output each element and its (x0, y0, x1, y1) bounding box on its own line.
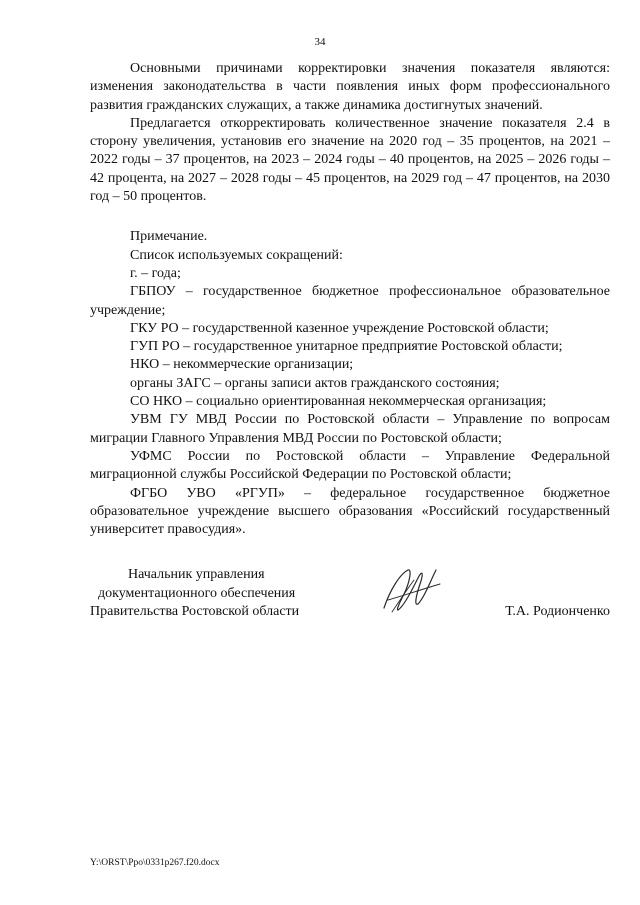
list-item: УВМ ГУ МВД России по Ростовской области – Управление по вопросам миграции Главного Управления МВД России по Ростовской области; (90, 412, 610, 446)
position-line: документационного обеспечения (98, 585, 296, 601)
list-item: органы ЗАГС – органы записи актов гражданского состояния; (130, 375, 500, 391)
handwritten-signature (378, 560, 446, 620)
list-item: ГБПОУ – государственное бюджетное профессиональное образовательное учреждение; (90, 284, 610, 318)
position-line: Правительства Ростовской области (90, 604, 300, 619)
abbreviations-title: Список используемых сокращений: (130, 247, 343, 263)
list-item: СО НКО – социально ориентированная некоммерческая организация; (130, 394, 547, 410)
page-number: 34 (314, 36, 326, 48)
abbreviations-list (90, 265, 610, 539)
list-item: ФГБО УВО «РГУП» – федеральное государственное бюджетное образовательное учреждение высшего образования «Российский государственный университет правосудия». (90, 485, 610, 538)
list-item: ГУП РО – государственное унитарное предприятие Ростовской области; (130, 339, 563, 355)
list-item: УФМС России по Ростовской области – Управление Федеральной миграционной службы Российской Федерации по Ростовской области; (90, 448, 610, 483)
list-item: г. – года; (130, 265, 181, 281)
paragraph: Основными причинами корректировки значения показателя являются: изменения законодательства в части появления иных форм профессионального развития гражданских служащих, а также динамика достигнутых значений. (90, 61, 610, 113)
paragraph: Предлагается откорректировать количественное значение показателя 2.4 в сторону увеличения, установив его значение на 2020 год – 35 процентов, на 2021 – 2022 годы – 37 процентов, на 2023 – 2024 годы – 40 процентов, на 2025 – 2026 годы – 42 процента, на 2027 – 2028 годы – 45 процентов, на 2029 год – 47 процентов, на 2030 год – 50 процентов. (90, 115, 610, 205)
document-body (90, 60, 610, 539)
position-line: Начальник управления (128, 567, 265, 582)
signatory-position (90, 566, 299, 622)
list-item: ГКУ РО – государственной казенное учреждение Ростовской области; (130, 320, 549, 336)
signature-block (90, 566, 610, 626)
signatory-name: Т.А. Родионченко (505, 604, 610, 619)
note-title: Примечание. (130, 229, 208, 245)
file-path: Y:\ORST\Ppo\0331p267.f20.docx (90, 858, 220, 868)
list-item: НКО – некоммерческие организации; (130, 357, 354, 373)
